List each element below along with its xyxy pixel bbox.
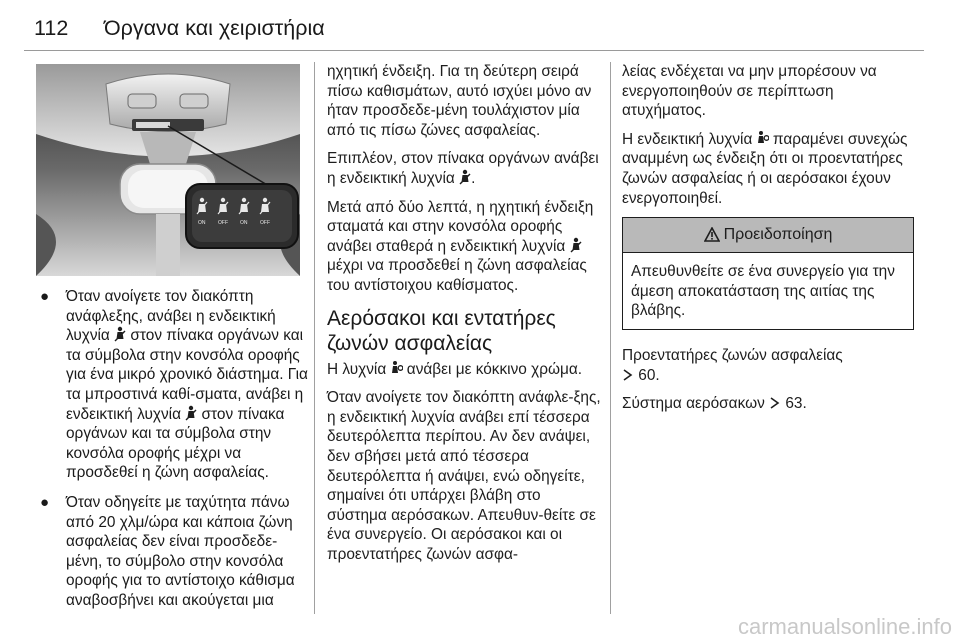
bullet-text: Όταν οδηγείτε με ταχύτητα πάνω από 20 χλμ/ώρα και κάποια ζώνη ασφαλείας δεν είναι προσδεδε-μένη, το σύμβολο στην κονσόλα οροφής για το αντίστοιχο κάθισμα αναβοσβήνει και ακούγεται μια <box>66 493 295 609</box>
paragraph <box>327 360 603 380</box>
reference-page: 63. <box>785 395 807 413</box>
paragraph-text: παραμένει συνεχώς αναμμένη ως ένδειξη ότι οι προεντατήρες ζωνών ασφαλείας ή οι αερόσακοι έχουν ενεργοποιηθεί. <box>622 130 908 207</box>
seatbelt-icon <box>114 326 126 342</box>
seatbelt-icon <box>459 169 471 185</box>
panel-label: OFF <box>260 220 270 226</box>
paragraph-text: . <box>471 169 476 187</box>
page-reference-arrow-icon <box>769 396 781 410</box>
cross-reference[interactable] <box>622 346 914 385</box>
paragraph-text: Μετά από δύο λεπτά, η ηχητική ένδειξη σταματά και στην κονσόλα οροφής ανάβει σταθερά η ενδεικτική λυχνία <box>327 198 594 255</box>
reference-text: Προεντατήρες ζωνών ασφαλείας <box>622 346 843 364</box>
bullet-text: Όταν ανοίγετε τον διακόπτη ανάφλεξης, ανάβει η ενδεικτική λυχνία <box>66 288 276 345</box>
overhead-console-photo <box>36 64 300 276</box>
paragraph <box>327 198 603 296</box>
warning-title: Προειδοποίηση <box>723 226 833 244</box>
section-heading: Αερόσακοι και εντατήρες ζωνών ασφαλείας <box>327 306 556 355</box>
paragraph-text: μέχρι να προσδεθεί η ζώνη ασφαλείας του αντίστοιχου καθίσματος. <box>327 257 587 294</box>
page-reference-arrow-icon <box>622 368 634 382</box>
paragraph-text: Η λυχνία <box>327 360 387 378</box>
reference-page: 60. <box>638 366 660 384</box>
warning-box <box>622 217 914 330</box>
warning-icon <box>704 227 720 242</box>
bullet-dot: ● <box>40 493 50 511</box>
column-divider <box>610 62 611 614</box>
paragraph: λείας ενδέχεται να μην μπορέσουν να ενεργοποιηθούν σε περίπτωση ατυχήματος. <box>622 63 877 120</box>
seatbelt-icon <box>570 237 582 253</box>
airbag-icon <box>757 130 769 146</box>
cross-reference[interactable] <box>622 394 914 414</box>
paragraph-text: Η ενδεικτική λυχνία <box>622 130 753 148</box>
panel-label: ON <box>240 220 248 226</box>
paragraph-text: Επιπλέον, στον πίνακα οργάνων ανάβει η ενδεικτική λυχνία <box>327 150 599 187</box>
column-3 <box>622 62 914 423</box>
panel-label: OFF <box>218 220 228 226</box>
section-title: Όργανα και χειριστήρια <box>104 15 325 40</box>
watermark: carmanualsonline.info <box>737 614 952 639</box>
paragraph <box>622 130 914 208</box>
paragraph: ηχητική ένδειξη. Για τη δεύτερη σειρά πίσω καθισμάτων, αυτό ισχύει μόνο αν ήταν προσδεδε-μένη τουλάχιστον μία από τις πίσω ζώνες ασφαλείας. <box>327 63 592 139</box>
paragraph <box>327 149 603 188</box>
bullet-dot: ● <box>40 288 50 305</box>
warning-header <box>623 218 913 253</box>
bullet-text: στον πίνακα οργάνων και τα σύμβολα στην κονσόλα οροφής για ένα μικρό χρονικό διάστημα. Για τα μπροστινά καθί-σματα, ανάβει η ενδεικτική λυχνία <box>66 327 308 423</box>
page-number: 112 <box>34 15 69 40</box>
paragraph-text: ανάβει με κόκκινο χρώμα. <box>406 360 583 378</box>
airbag-icon <box>391 360 403 376</box>
seatbelt-icon <box>185 405 197 421</box>
list-item <box>36 493 308 611</box>
column-2 <box>327 62 603 573</box>
bullet-text: στον πίνακα οργάνων και τα σύμβολα στην κονσόλα οροφής μέχρι να προσδεθεί η ζώνη ασφαλείας. <box>66 405 285 482</box>
column-divider <box>314 62 315 614</box>
page-header <box>34 8 325 48</box>
panel-label: ON <box>198 220 206 226</box>
list-item <box>36 287 308 483</box>
reference-text: Σύστημα αερόσακων <box>622 395 765 413</box>
paragraph: Όταν ανοίγετε τον διακόπτη ανάφλε-ξης, η ενδεικτική λυχνία ανάβει επί τέσσερα δευτερόλεπτα περίπου. Αν δεν ανάψει, δεν σβήσει μετά από τέσσερα δευτερόλεπτα ή ανάψει, ενώ οδηγείτε, σημαίνει ότι υπάρχει βλάβη στο σύστημα αερόσακων. Απευθυν-θείτε σε ένα συνεργείο. Οι αερόσακοι και οι προεντατήρες ζωνών ασφα- <box>327 389 601 563</box>
warning-text: Απευθυνθείτε σε ένα συνεργείο για την άμεση αποκατάσταση της αιτίας της βλάβης. <box>631 263 895 320</box>
bullet-list <box>36 287 308 621</box>
header-rule <box>24 50 924 51</box>
